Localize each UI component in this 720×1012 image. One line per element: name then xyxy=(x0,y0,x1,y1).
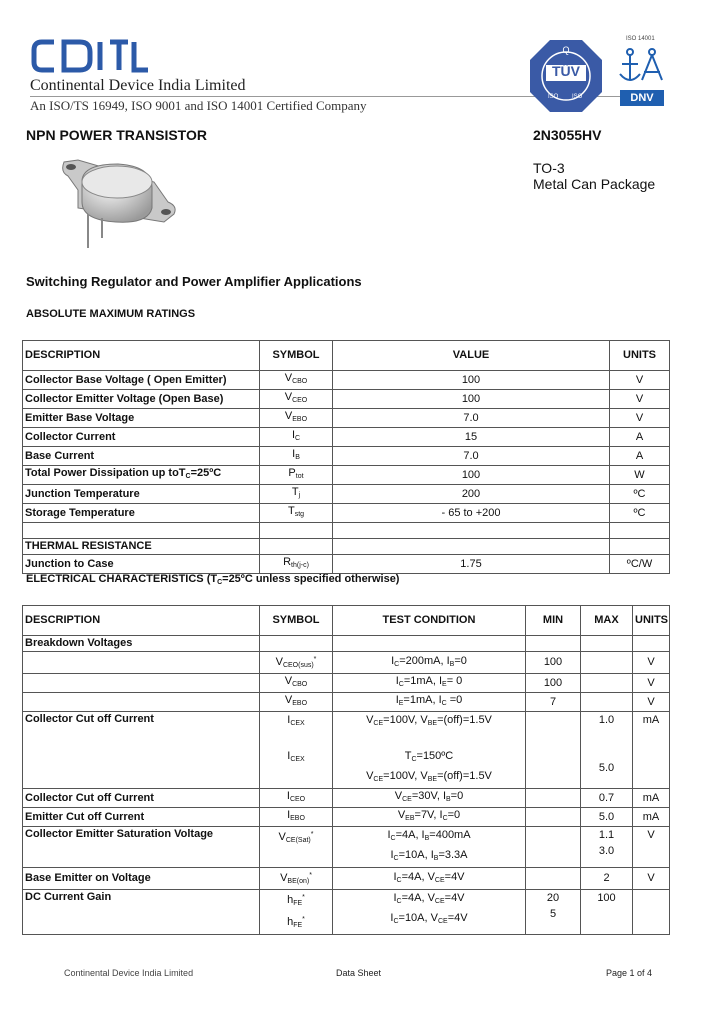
symbol-cell: $T_j$ xyxy=(260,485,333,504)
cutoff-unit: mA xyxy=(633,712,670,789)
unit-cell: V xyxy=(610,390,670,409)
hfe-max: 100 xyxy=(581,890,633,935)
description-cell: Emitter Base Voltage xyxy=(23,409,260,428)
hfe-min: 20 5 xyxy=(526,890,581,935)
anchor-icon xyxy=(618,46,666,86)
value-cell: 1.75 xyxy=(333,555,610,574)
vbe-condition: $I_C=4A$, $V_{CE}=4V$ xyxy=(333,868,526,890)
value-cell: 100 xyxy=(333,466,610,485)
description-cell: Collector Emitter Voltage (Open Base) xyxy=(23,390,260,409)
unit-cell: ºC xyxy=(610,504,670,523)
table-header-row xyxy=(23,341,670,371)
col-min: MIN xyxy=(526,606,581,636)
min-cell: 100 xyxy=(526,652,581,674)
elec-char-table xyxy=(22,605,670,935)
product-title: NPN POWER TRANSISTOR xyxy=(26,127,207,143)
col-description: DESCRIPTION xyxy=(23,606,260,636)
cutoff-cond1: $V_{CE}=100V$, $V_{BE}=(off)=1.5V$ xyxy=(366,714,492,727)
vbe-unit: V xyxy=(633,868,670,890)
elec-heading xyxy=(26,573,399,586)
col-symbol: SYMBOL xyxy=(260,606,333,636)
dnv-logo: DNV xyxy=(620,90,664,106)
cutoff-max2: 5.0 xyxy=(598,762,615,774)
unit-cell: V xyxy=(633,652,670,674)
vbe-label: Base Emitter on Voltage xyxy=(23,868,260,890)
breakdown-rows xyxy=(23,652,670,712)
unit-cell: A xyxy=(610,447,670,466)
sat-max: 1.1 3.0 xyxy=(581,827,633,868)
symbol-cell: $V_{CBO}$ xyxy=(260,371,333,390)
to3-package-image xyxy=(58,150,180,260)
table-row xyxy=(23,390,670,409)
condition-cell: $I_C=200mA$, $I_B=0$ xyxy=(333,652,526,674)
footer-doc-type: Data Sheet xyxy=(336,968,382,978)
table-row xyxy=(23,827,670,868)
footer-page: Page 1 of 4 xyxy=(606,968,653,978)
col-description: DESCRIPTION xyxy=(23,341,260,371)
value-cell: - 65 to +200 xyxy=(333,504,610,523)
unit-cell: V xyxy=(633,693,670,712)
cutoff-cond2a: $T_C=150ºC$ xyxy=(404,750,454,763)
cdil-logo-graphic xyxy=(30,36,150,78)
symbol-cell: $V_{CBO}$ xyxy=(260,674,333,693)
ebo-label: Emitter Cut off Current xyxy=(23,808,260,827)
cutoff-sym1-sub: CEX xyxy=(290,720,305,727)
table-row xyxy=(23,485,670,504)
table-row xyxy=(23,447,670,466)
ceo-unit: mA xyxy=(633,789,670,808)
breakdown-label: Breakdown Voltages xyxy=(23,636,260,652)
condition-cell: $I_C=1mA$, $I_E= 0$ xyxy=(333,674,526,693)
value-cell: 100 xyxy=(333,371,610,390)
description-cell: Collector Base Voltage ( Open Emitter) xyxy=(23,371,260,390)
symbol-cell: $P_{tot}$ xyxy=(260,466,333,485)
svg-text:ISO: ISO xyxy=(572,94,583,100)
vbe-symbol: $V_{BE(on)}^*$ xyxy=(260,868,333,890)
value-cell: 7.0 xyxy=(333,409,610,428)
symbol-cell: $I_B$ xyxy=(260,447,333,466)
value-cell: 100 xyxy=(333,390,610,409)
abs-max-heading: ABSOLUTE MAXIMUM RATINGS xyxy=(26,308,196,320)
abs-table-body xyxy=(23,371,670,574)
col-symbol: SYMBOL xyxy=(260,341,333,371)
cutoff-conditions xyxy=(333,712,526,789)
symbol-cell: $V_{CEO(sus)}^*$ xyxy=(260,652,333,674)
tuv-certification-badge xyxy=(528,38,604,114)
symbol-cell: $V_{CEO}$ xyxy=(260,390,333,409)
footer-company: Continental Device India Limited xyxy=(64,968,194,978)
sat-symbol: $V_{CE(Sat)}^*$ xyxy=(260,827,333,868)
ceo-label: Collector Cut off Current xyxy=(23,789,260,808)
cdil-logo xyxy=(30,36,150,78)
table-row xyxy=(23,868,670,890)
table-row xyxy=(23,808,670,827)
hfe-conditions: $I_C=4A$, $V_{CE}=4V$ $I_C=10A$, $V_{CE}=4V$ xyxy=(333,890,526,935)
table-row xyxy=(23,890,670,935)
unit-cell: ºC xyxy=(610,485,670,504)
ceo-max: 0.7 xyxy=(581,789,633,808)
condition-cell: $I_E=1mA$, $I_C =0$ xyxy=(333,693,526,712)
cutoff-label: Collector Cut off Current xyxy=(23,712,260,789)
symbol-cell: $T_{stg}$ xyxy=(260,504,333,523)
transistor-package-icon xyxy=(58,150,180,260)
col-value: VALUE xyxy=(333,341,610,371)
table-row xyxy=(23,693,670,712)
table-row xyxy=(23,371,670,390)
table-row xyxy=(23,504,670,523)
sat-label: Collector Emitter Saturation Voltage xyxy=(23,827,260,868)
ebo-max: 5.0 xyxy=(581,808,633,827)
sat-conditions: $I_C=4A$, $I_B=400mA$ $I_C=10A$, $I_B=3.3A$ xyxy=(333,827,526,868)
cutoff-max xyxy=(581,712,633,789)
col-max: MAX xyxy=(581,606,633,636)
company-name: Continental Device India Limited xyxy=(30,77,246,94)
table-row xyxy=(23,555,670,574)
symbol-cell: $I_C$ xyxy=(260,428,333,447)
unit-cell: V xyxy=(610,409,670,428)
min-cell: 7 xyxy=(526,693,581,712)
value-cell: 200 xyxy=(333,485,610,504)
min-cell: 100 xyxy=(526,674,581,693)
elec-heading-post: =25ºC unless specified otherwise) xyxy=(222,573,400,585)
dnv-certification-badge xyxy=(614,36,668,112)
description-cell: Junction to Case xyxy=(23,555,260,574)
svg-text:Q: Q xyxy=(562,45,570,55)
description-cell: Base Current xyxy=(23,447,260,466)
description-cell: Collector Current xyxy=(23,428,260,447)
package-type: TO-3 xyxy=(533,160,565,176)
ceo-symbol: $I_{CEO}$ xyxy=(260,789,333,808)
unit-cell: W xyxy=(610,466,670,485)
symbol-cell: $R_{th(j-c)}$ xyxy=(260,555,333,574)
hfe-symbol: $h_{FE}^*$ $h_{FE}^*$ xyxy=(260,890,333,935)
elec-heading-pre: ELECTRICAL CHARACTERISTICS (T xyxy=(26,573,218,585)
spacer-row xyxy=(23,523,670,539)
svg-text:ISO: ISO xyxy=(548,94,559,100)
unit-cell: V xyxy=(610,371,670,390)
company-tagline: An ISO/TS 16949, ISO 9001 and ISO 14001 Certified Company xyxy=(30,98,367,113)
ebo-symbol: $I_{EBO}$ xyxy=(260,808,333,827)
cutoff-cond2b: $V_{CE}=100V$, $V_{BE}=(off)=1.5V$ xyxy=(366,770,492,783)
thermal-heading: THERMAL RESISTANCE xyxy=(23,539,260,555)
ebo-condition: $V_{EB}=7V$, $I_C=0$ xyxy=(333,808,526,827)
iso-14001-label: ISO 14001 xyxy=(626,36,655,42)
description-cell: Storage Temperature xyxy=(23,504,260,523)
col-units: UNITS xyxy=(633,606,670,636)
elec-heading-sub: C xyxy=(217,579,223,586)
table-row xyxy=(23,409,670,428)
value-cell: 15 xyxy=(333,428,610,447)
description-cell: Junction Temperature xyxy=(23,485,260,504)
value-cell: 7.0 xyxy=(333,447,610,466)
col-units: UNITS xyxy=(610,341,670,371)
table-row xyxy=(23,466,670,485)
part-number: 2N3055HV xyxy=(533,127,602,143)
table-header-row xyxy=(23,606,670,636)
vbe-max: 2 xyxy=(581,868,633,890)
sat-unit: V xyxy=(633,827,670,868)
unit-cell: ºC/W xyxy=(610,555,670,574)
symbol-cell: $V_{EBO}$ xyxy=(260,409,333,428)
description-cell: Total Power Dissipation up toT$_C$=25ºC xyxy=(23,466,260,485)
hfe-label: DC Current Gain xyxy=(23,890,260,935)
cutoff-max1: 1.0 xyxy=(598,714,615,726)
ceo-condition: $V_{CE}=30V$, $I_B=0$ xyxy=(333,789,526,808)
tuv-text: TÜV xyxy=(552,63,580,79)
abs-max-table xyxy=(22,340,670,574)
table-row xyxy=(23,789,670,808)
table-row xyxy=(23,674,670,693)
cutoff-sym2-sub: CEX xyxy=(290,756,305,763)
ebo-unit: mA xyxy=(633,808,670,827)
table-row xyxy=(23,428,670,447)
symbol-cell: $V_{EBO}$ xyxy=(260,693,333,712)
table-row xyxy=(23,712,670,789)
unit-cell: A xyxy=(610,428,670,447)
table-row xyxy=(23,652,670,674)
applications-text: Switching Regulator and Power Amplifier Applications xyxy=(26,274,362,289)
package-description: Metal Can Package xyxy=(533,176,656,192)
cutoff-symbol: $I_{CEX}$ $I_{CEX}$ xyxy=(260,712,333,789)
table-row xyxy=(23,636,670,652)
col-test-condition: TEST CONDITION xyxy=(333,606,526,636)
table-row xyxy=(23,539,670,555)
unit-cell: V xyxy=(633,674,670,693)
